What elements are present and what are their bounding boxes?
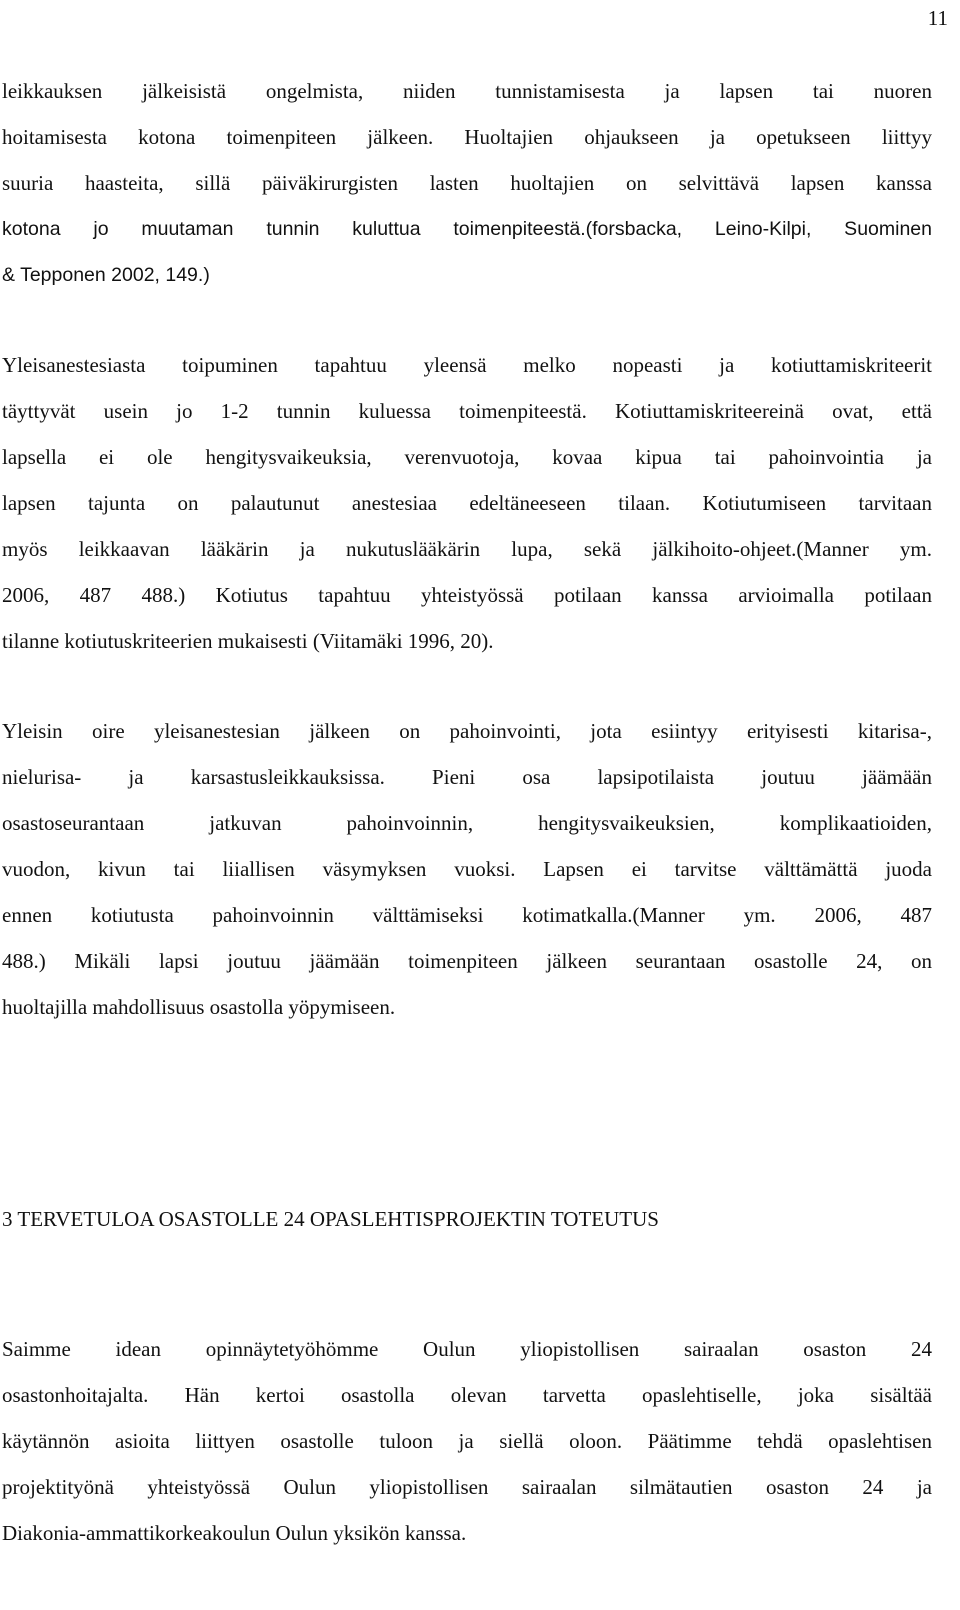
section-heading: 3 TERVETULOA OSASTOLLE 24 OPASLEHTISPROJEKTIN TOTEUTUS: [2, 1207, 659, 1231]
text-line: tilanne kotiutuskriteerien mukaisesti (Viitamäki 1996, 20).: [2, 629, 494, 653]
text-line: kotona jo muutaman tunnin kuluttua toimenpiteestä.(forsbacka, Leino-Kilpi, Suominen: [2, 218, 932, 240]
text-line: 2006, 487 488.) Kotiutus tapahtuu yhteistyössä potilaan kanssa arvioimalla potilaan: [2, 583, 932, 607]
text-line: projektityönä yhteistyössä Oulun yliopistollisen sairaalan silmätautien osaston 24 ja: [2, 1475, 932, 1499]
paragraph-anesthesia-recovery: [2, 342, 932, 664]
text-line: Saimme idean opinnäytetyöhömme Oulun yliopistollisen sairaalan osaston 24: [2, 1337, 932, 1361]
paragraph-nausea: [2, 708, 932, 1030]
text-line: Yleisin oire yleisanestesian jälkeen on pahoinvointi, jota esiintyy erityisesti kitarisa-,: [2, 719, 932, 743]
text-line: nielurisa- ja karsastusleikkauksissa. Pieni osa lapsipotilaista joutuu jäämään: [2, 765, 932, 789]
text-line: käytännön asioita liittyen osastolle tuloon ja siellä oloon. Päätimme tehdä opaslehtisen: [2, 1429, 932, 1453]
text-line: hoitamisesta kotona toimenpiteen jälkeen. Huoltajien ohjaukseen ja opetukseen liittyy: [2, 125, 932, 149]
text-line: & Tepponen 2002, 149.): [2, 264, 210, 286]
text-line: Diakonia-ammattikorkeakoulun Oulun yksikön kanssa.: [2, 1521, 467, 1545]
text-line: vuodon, kivun tai liiallisen väsymyksen vuoksi. Lapsen ei tarvitse välttämättä juoda: [2, 857, 932, 881]
page-number: 11: [927, 6, 948, 30]
text-line: myös leikkaavan lääkärin ja nukutuslääkärin lupa, sekä jälkihoito-ohjeet.(Manner ym.: [2, 537, 932, 561]
document-body: [2, 68, 932, 1556]
text-line: Yleisanestesiasta toipuminen tapahtuu yleensä melko nopeasti ja kotiuttamiskriteerit: [2, 353, 932, 377]
paragraph-project-idea: [2, 1326, 932, 1556]
text-line: osastoseurantaan jatkuvan pahoinvoinnin, hengitysvaikeuksien, komplikaatioiden,: [2, 811, 932, 835]
text-line: leikkauksen jälkeisistä ongelmista, niiden tunnistamisesta ja lapsen tai nuoren: [2, 79, 932, 103]
text-line: huoltajilla mahdollisuus osastolla yöpymiseen.: [2, 995, 396, 1019]
text-line: ennen kotiutusta pahoinvoinnin välttämiseksi kotimatkalla.(Manner ym. 2006, 487: [2, 903, 932, 927]
paragraph-postoperative-guidance: [2, 68, 932, 298]
text-line: lapsen tajunta on palautunut anestesiaa edeltäneeseen tilaan. Kotiutumiseen tarvitaan: [2, 491, 932, 515]
text-line: 488.) Mikäli lapsi joutuu jäämään toimenpiteen jälkeen seurantaan osastolle 24, on: [2, 949, 932, 973]
text-line: suuria haasteita, sillä päiväkirurgisten lasten huoltajien on selvittävä lapsen kanssa: [2, 171, 932, 195]
text-line: osastonhoitajalta. Hän kertoi osastolla olevan tarvetta opaslehtiselle, joka sisältää: [2, 1383, 932, 1407]
text-line: lapsella ei ole hengitysvaikeuksia, verenvuotoja, kovaa kipua tai pahoinvointia ja: [2, 445, 932, 469]
text-line: täyttyvät usein jo 1-2 tunnin kuluessa toimenpiteestä. Kotiuttamiskriteereinä ovat, että: [2, 399, 932, 423]
